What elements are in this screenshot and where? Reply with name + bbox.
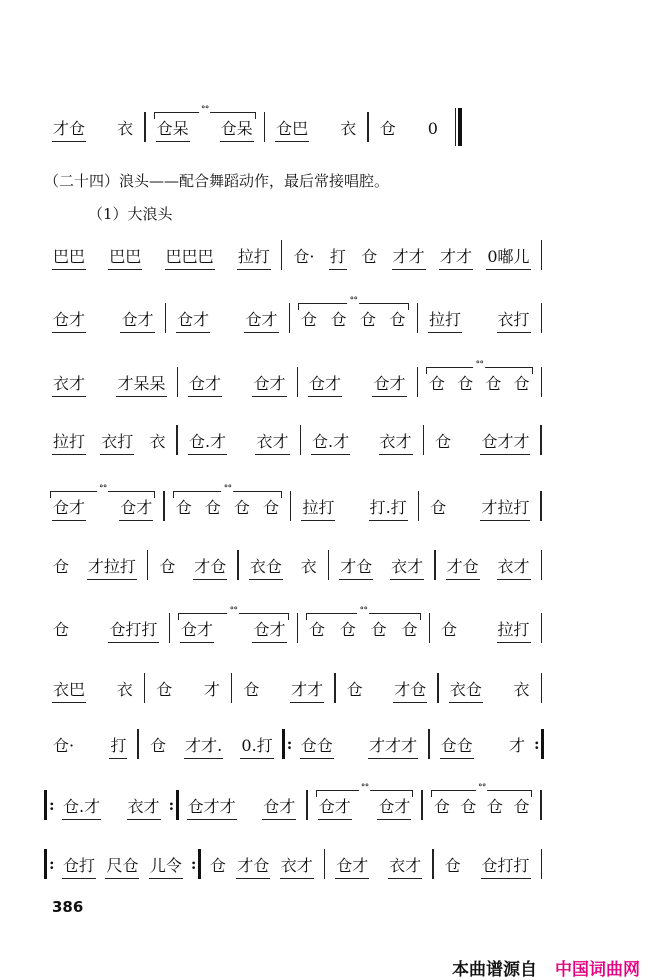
- score-line: [44, 365, 544, 399]
- note-syllable: 仓呆: [156, 119, 190, 142]
- note-syllable: 仓: [262, 498, 279, 517]
- barline-single: [297, 613, 299, 643]
- note-syllable: 衣才: [388, 856, 422, 879]
- measure: [44, 727, 135, 761]
- note-syllable: 仓: [429, 374, 446, 393]
- note-syllable: 仓才: [180, 620, 214, 643]
- note-syllable: 仓才: [377, 797, 411, 820]
- measure: [179, 788, 305, 822]
- measure: [44, 548, 145, 582]
- measure: [300, 365, 415, 399]
- barline-single: [169, 613, 171, 643]
- note-syllable: 仓才: [252, 374, 286, 397]
- note-syllable: 仓才才: [187, 797, 237, 820]
- note-syllable: 才仓: [193, 557, 227, 580]
- barline-single: [324, 849, 326, 879]
- note-syllable: 巴巴巴: [165, 247, 215, 270]
- note-syllable: 0.打: [240, 736, 273, 759]
- note-syllable: 仓: [156, 680, 173, 699]
- barline-single: [432, 849, 434, 879]
- score-line: [44, 671, 544, 705]
- note-syllable: 仓: [309, 620, 326, 639]
- note-syllable: 衣: [117, 119, 134, 138]
- measure: [147, 671, 229, 705]
- note-syllable: 仓: [339, 620, 356, 639]
- note-syllable: 仓: [159, 557, 176, 576]
- measure: [44, 365, 175, 399]
- score-line: [44, 238, 544, 272]
- score-line: [44, 301, 544, 335]
- note-syllable: 仓: [435, 432, 452, 451]
- note-syllable: 仓: [243, 680, 260, 699]
- note-syllable: 衣打: [100, 432, 134, 455]
- note-syllable: 仓: [457, 374, 474, 393]
- note-syllable: 仓: [209, 856, 226, 875]
- barline-single: [540, 425, 542, 455]
- note-syllable: 仓: [433, 797, 450, 816]
- note-syllable: 才拉打: [87, 557, 137, 580]
- note-syllable: 仓: [149, 736, 166, 755]
- measure: [300, 611, 427, 645]
- note-syllable: 拉打: [497, 620, 531, 643]
- note-syllable: 尺仓: [105, 856, 139, 879]
- score-line: [44, 548, 544, 582]
- barline-single: [367, 112, 369, 142]
- note-syllable: 仓: [360, 310, 377, 329]
- section-heading: （二十四）浪头——配合舞蹈动作，最后常接唱腔。: [44, 172, 390, 190]
- note-syllable: 仓才: [52, 310, 86, 333]
- note-syllable: 打: [329, 247, 347, 270]
- measure: [327, 847, 430, 881]
- barline-single: [429, 613, 431, 643]
- note-syllable: 衣才: [52, 374, 86, 397]
- measure: [438, 548, 539, 582]
- site-name[interactable]: 中国词曲网: [555, 960, 640, 980]
- note-syllable: 仓: [204, 498, 221, 517]
- barline-single: [417, 367, 419, 397]
- barline-single: [541, 303, 543, 333]
- note-syllable: 仓呆: [220, 119, 254, 142]
- barline-single: [540, 491, 542, 521]
- note-syllable: 拉打: [52, 432, 86, 455]
- note-syllable: 衣仓: [449, 680, 483, 703]
- note-syllable: 仓才才: [480, 432, 530, 455]
- note-syllable: 衣才: [127, 797, 161, 820]
- measure: [292, 727, 426, 761]
- measure: [338, 671, 436, 705]
- source-label: 本曲谱源自: [452, 960, 537, 980]
- barline-repend: [534, 729, 544, 759]
- note-syllable: 衣仓: [249, 557, 283, 580]
- note-syllable: 仓: [361, 247, 378, 266]
- subsection-heading: （1）大浪头: [88, 205, 173, 223]
- note-syllable: 仓.才: [188, 432, 227, 455]
- note-syllable: 仓才: [244, 310, 278, 333]
- note-syllable: 仓: [430, 498, 447, 517]
- barline-single: [237, 550, 239, 580]
- barline-final: [455, 108, 460, 146]
- barline-single: [300, 425, 302, 455]
- note-syllable: 仓才: [119, 498, 153, 521]
- measure: [44, 671, 142, 705]
- measure: [432, 611, 539, 645]
- barline-repend: [191, 849, 201, 879]
- barline-repstart: [44, 790, 54, 820]
- measure: [150, 548, 235, 582]
- note-syllable: 才: [508, 736, 525, 755]
- measure: [420, 365, 539, 399]
- note-syllable: 仓: [346, 680, 363, 699]
- measure: [436, 847, 539, 881]
- barline-repstart: [44, 849, 54, 879]
- note-syllable: 仓: [485, 374, 502, 393]
- measure: [425, 788, 539, 822]
- note-syllable: 0嘟儿: [486, 247, 530, 270]
- measure: [168, 301, 287, 335]
- measure: [310, 788, 420, 822]
- barline-single: [437, 673, 439, 703]
- note-syllable: 仓仓: [440, 736, 474, 759]
- note-syllable: 巴巴: [108, 247, 142, 270]
- barline-single: [421, 790, 423, 820]
- note-syllable: 仓巴: [275, 119, 309, 142]
- barline-single: [144, 112, 146, 142]
- measure: [426, 423, 538, 457]
- note-syllable: 巴巴: [52, 247, 86, 270]
- note-syllable: 仓.才: [311, 432, 350, 455]
- note-syllable: 才仓: [393, 680, 427, 703]
- measure: [180, 423, 298, 457]
- barline-single: [297, 367, 299, 397]
- measure: [172, 611, 295, 645]
- barline-single: [541, 849, 543, 879]
- barline-single: [147, 550, 149, 580]
- barline-single: [417, 303, 419, 333]
- note-syllable: 衣: [513, 680, 530, 699]
- score-line: [44, 489, 544, 523]
- barline-single: [418, 491, 420, 521]
- note-syllable: 仓: [370, 620, 387, 639]
- note-syllable: 拉打: [237, 247, 271, 270]
- note-syllable: 仓仓: [300, 736, 334, 759]
- note-syllable: 打: [109, 736, 127, 759]
- barline-single: [264, 112, 266, 142]
- note-syllable: 才: [203, 680, 220, 699]
- barline-single: [306, 790, 308, 820]
- note-syllable: 仓才: [252, 620, 286, 643]
- note-syllable: 衣才: [379, 432, 413, 455]
- note-syllable: 0: [427, 119, 438, 138]
- barline-single: [434, 550, 436, 580]
- barline-single: [281, 240, 283, 270]
- note-syllable: 衣才: [280, 856, 314, 879]
- note-syllable: 仓.才: [62, 797, 101, 820]
- note-syllable: 仓才: [262, 797, 296, 820]
- note-syllable: 才才才: [368, 736, 418, 759]
- barline-single: [541, 367, 543, 397]
- barline-single: [428, 729, 430, 759]
- note-syllable: 仓: [460, 797, 477, 816]
- note-syllable: 才仓: [446, 557, 480, 580]
- barline-single: [541, 550, 543, 580]
- note-syllable: 仓: [444, 856, 461, 875]
- note-syllable: 仓打: [62, 856, 96, 879]
- measure: [441, 671, 539, 705]
- note-syllable: 才仓: [339, 557, 373, 580]
- measure: [44, 238, 279, 272]
- measure: [303, 423, 421, 457]
- barline-single: [541, 613, 543, 643]
- note-syllable: 拉打: [428, 310, 462, 333]
- note-syllable: 仓: [301, 310, 318, 329]
- barline-repstart: [282, 729, 292, 759]
- measure: [201, 847, 322, 881]
- note-syllable: 才才.: [184, 736, 223, 759]
- note-syllable: 仓: [401, 620, 418, 639]
- note-syllable: 仓: [441, 620, 458, 639]
- note-syllable: 仓: [379, 119, 396, 138]
- note-syllable: 才呆呆: [116, 374, 166, 397]
- note-syllable: 仓: [175, 498, 192, 517]
- note-syllable: 仓·: [53, 736, 75, 755]
- barline-single: [163, 491, 165, 521]
- barline-single: [541, 673, 543, 703]
- barline-single: [334, 673, 336, 703]
- note-syllable: 儿令: [149, 856, 183, 879]
- note-syllable: 才才: [290, 680, 324, 703]
- note-syllable: 衣巴: [52, 680, 86, 703]
- measure: [44, 301, 163, 335]
- note-syllable: 仓才: [176, 310, 210, 333]
- measure: [420, 301, 539, 335]
- measure: [292, 301, 415, 335]
- measure: [44, 489, 161, 523]
- note-syllable: 仓才: [188, 374, 222, 397]
- note-syllable: 仓才: [318, 797, 352, 820]
- note-syllable: 打.打: [369, 498, 408, 521]
- measure: [432, 727, 534, 761]
- score-line: [44, 847, 544, 881]
- measure: [141, 727, 282, 761]
- score-line: [44, 788, 544, 822]
- note-syllable: 仓: [389, 310, 406, 329]
- note-syllable: 拉打: [301, 498, 335, 521]
- barline-single: [165, 303, 167, 333]
- note-syllable: 衣打: [497, 310, 531, 333]
- barline-single: [541, 240, 543, 270]
- score-line: [44, 727, 544, 761]
- source-footer: [452, 955, 640, 980]
- barline-single: [328, 550, 330, 580]
- barline-single: [231, 673, 233, 703]
- note-syllable: 衣才: [390, 557, 424, 580]
- barline-single: [144, 673, 146, 703]
- measure: [167, 489, 288, 523]
- note-syllable: 衣: [340, 119, 357, 138]
- note-syllable: 仓: [233, 498, 250, 517]
- measure: [54, 788, 169, 822]
- note-syllable: 仓: [53, 557, 70, 576]
- barline-single: [289, 303, 291, 333]
- measure: [421, 489, 538, 523]
- note-syllable: 仓打打: [481, 856, 531, 879]
- note-syllable: 仓: [513, 374, 530, 393]
- measure: [331, 548, 432, 582]
- note-syllable: 才拉打: [480, 498, 530, 521]
- note-syllable: 衣: [116, 680, 133, 699]
- note-syllable: 仓才: [372, 374, 406, 397]
- note-syllable: 仓才: [335, 856, 369, 879]
- score-line: [44, 611, 544, 645]
- barline-repend: [169, 790, 179, 820]
- measure: [180, 365, 295, 399]
- barline-single: [176, 425, 178, 455]
- note-syllable: 仓才: [52, 498, 86, 521]
- measure: [371, 110, 447, 144]
- page-number: 386: [52, 898, 84, 916]
- note-syllable: 仓: [330, 310, 347, 329]
- score-line: [44, 423, 544, 457]
- note-syllable: 才仓: [236, 856, 270, 879]
- note-syllable: 仓: [486, 797, 503, 816]
- note-syllable: 衣: [149, 432, 166, 451]
- note-syllable: 才仓: [52, 119, 86, 142]
- barline-single: [137, 729, 139, 759]
- measure: [54, 847, 191, 881]
- note-syllable: 仓打打: [108, 620, 158, 643]
- barline-single: [423, 425, 425, 455]
- note-syllable: 仓才: [308, 374, 342, 397]
- measure: [44, 423, 174, 457]
- note-syllable: 仓: [53, 620, 70, 639]
- score-line: [44, 110, 460, 144]
- measure: [267, 110, 365, 144]
- measure: [234, 671, 332, 705]
- measure: [284, 238, 538, 272]
- note-syllable: 仓才: [120, 310, 154, 333]
- note-syllable: 仓: [513, 797, 530, 816]
- barline-single: [540, 790, 542, 820]
- barline-single: [290, 491, 292, 521]
- note-syllable: 衣才: [497, 557, 531, 580]
- measure: [44, 110, 142, 144]
- note-syllable: 衣: [300, 557, 317, 576]
- measure: [293, 489, 415, 523]
- barline-single: [177, 367, 179, 397]
- note-syllable: 才才: [392, 247, 426, 270]
- note-syllable: 衣才: [255, 432, 289, 455]
- note-syllable: 仓·: [293, 247, 315, 266]
- note-syllable: 才才: [439, 247, 473, 270]
- measure: [44, 611, 167, 645]
- measure: [241, 548, 326, 582]
- measure: [148, 110, 262, 144]
